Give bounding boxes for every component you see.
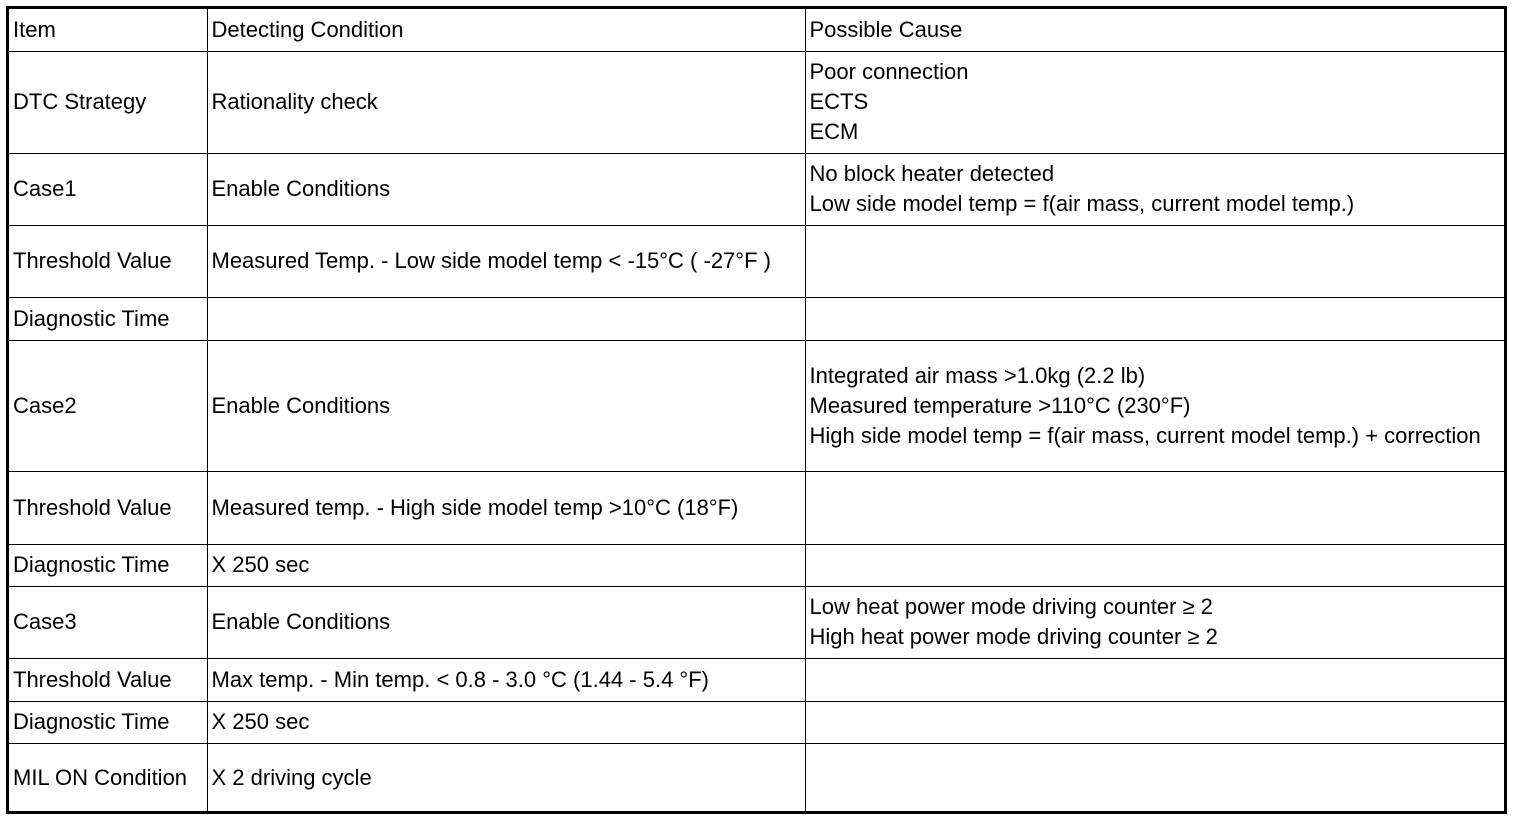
table-row	[9, 701, 1504, 743]
row-cause	[805, 471, 1504, 544]
header-possible-cause: Possible Cause	[805, 9, 1504, 51]
cause-line: No block heater detected	[809, 161, 1055, 186]
dtc-table-frame	[6, 6, 1507, 814]
row-condition: X 250 sec	[207, 701, 805, 743]
cause-line: High side model temp = f(air mass, current model temp.) + correction	[809, 422, 1481, 448]
cause-line: High heat power mode driving counter ≥ 2	[809, 624, 1218, 649]
row-item: Threshold Value	[9, 471, 207, 544]
cause-line: Poor connection	[809, 59, 969, 84]
row-cause	[805, 586, 1504, 658]
cause-line: Low side model temp = f(air mass, current model temp.)	[809, 191, 1355, 216]
table-row	[9, 743, 1504, 813]
row-condition: Rationality check	[207, 51, 805, 153]
row-condition: Enable Conditions	[207, 340, 805, 471]
row-cause	[805, 297, 1504, 340]
cause-line: ECM	[809, 119, 859, 144]
table-row	[9, 471, 1504, 544]
table-row	[9, 544, 1504, 586]
row-condition	[207, 297, 805, 340]
table-header-row	[9, 9, 1504, 51]
row-condition: Measured Temp. - Low side model temp < -15°C ( -27°F )	[207, 225, 805, 297]
row-cause	[805, 340, 1504, 471]
header-detecting-condition: Detecting Condition	[207, 9, 805, 51]
header-item: Item	[9, 9, 207, 51]
row-item: Diagnostic Time	[9, 297, 207, 340]
table-row	[9, 51, 1504, 153]
row-condition: Enable Conditions	[207, 153, 805, 225]
dtc-detecting-condition-table	[9, 9, 1504, 813]
row-item: Diagnostic Time	[9, 544, 207, 586]
table-row	[9, 297, 1504, 340]
cause-line: Measured temperature >110°C (230°F)	[809, 392, 1191, 418]
row-condition: Measured temp. - High side model temp >10°C (18°F)	[207, 471, 805, 544]
row-cause	[805, 701, 1504, 743]
row-item: Case3	[9, 586, 207, 658]
table-row	[9, 586, 1504, 658]
row-cause	[805, 743, 1504, 813]
row-item: Threshold Value	[9, 225, 207, 297]
row-item: Threshold Value	[9, 658, 207, 701]
table-row	[9, 340, 1504, 471]
cause-line: Low heat power mode driving counter ≥ 2	[809, 594, 1213, 619]
row-item: Case2	[9, 340, 207, 471]
row-item: MIL ON Condition	[9, 743, 207, 813]
row-cause	[805, 544, 1504, 586]
row-cause	[805, 225, 1504, 297]
row-cause	[805, 658, 1504, 701]
row-condition: X 2 driving cycle	[207, 743, 805, 813]
row-condition: X 250 sec	[207, 544, 805, 586]
row-item: DTC Strategy	[9, 51, 207, 153]
row-cause	[805, 51, 1504, 153]
cause-line: ECTS	[809, 89, 869, 114]
row-item: Diagnostic Time	[9, 701, 207, 743]
row-condition: Max temp. - Min temp. < 0.8 - 3.0 °C (1.44 - 5.4 °F)	[207, 658, 805, 701]
row-cause	[805, 153, 1504, 225]
table-row	[9, 225, 1504, 297]
table-row	[9, 658, 1504, 701]
cause-line: Integrated air mass >1.0kg (2.2 lb)	[809, 362, 1146, 388]
row-condition: Enable Conditions	[207, 586, 805, 658]
table-row	[9, 153, 1504, 225]
row-item: Case1	[9, 153, 207, 225]
